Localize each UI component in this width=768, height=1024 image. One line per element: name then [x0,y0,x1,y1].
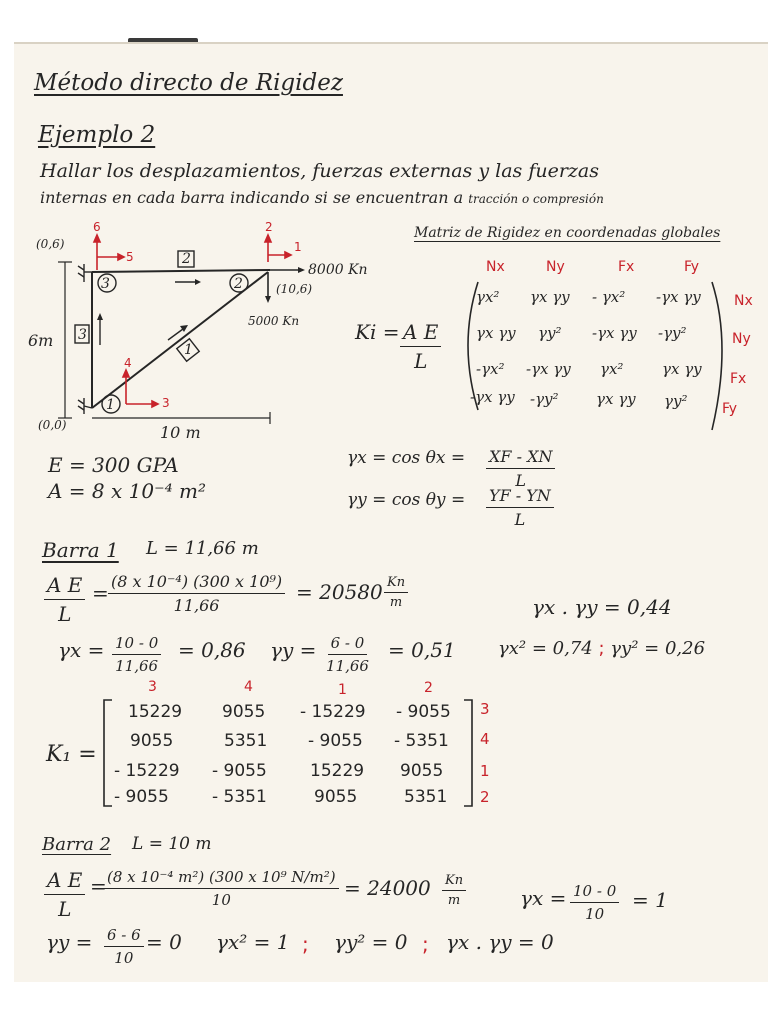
bar1-gy-lhs: γy = [270,638,317,662]
gamma-x-numerator: XF - XN [486,447,555,469]
global-col-ny: Ny [546,259,565,275]
global-row-fy: Fy [722,401,738,417]
height-label: 6m [28,331,54,350]
global-cell-r2c4: -γy² [658,324,687,342]
bar2-ae-unit-den: m [447,893,461,908]
global-cell-r4c4: γy² [664,392,688,410]
bar2-gy-squared: γy² = 0 [334,930,408,954]
global-k-lhs: Ki = [355,320,400,344]
bar2-gy-lhs: γy = [46,930,93,954]
bar-3-label: 3 [78,327,87,343]
cross-section-area: A = 8 x 10⁻⁴ m² [48,479,206,503]
k1-cell-r1c1: 15229 [128,702,183,722]
bar1-gx-squared: γx² = 0,74 [498,638,593,659]
bar2-gy-denominator: 10 [114,949,134,967]
global-cell-r2c3: -γx γy [592,324,637,342]
global-cell-r3c4: γx γy [662,360,702,378]
load-horizontal-label: 8000 Kn [308,262,368,278]
bar1-ae-denominator: 11,66 [173,596,220,615]
k1-cell-r3c3: 15229 [310,761,365,781]
global-cell-r3c3: γx² [600,360,624,378]
global-k-numerator: A E [400,320,441,347]
global-row-nx: Nx [734,293,753,309]
bar2-length: L = 10 m [132,834,212,854]
coord-node-3: (0,6) [36,237,65,251]
global-row-ny: Ny [732,331,751,347]
problem-statement-line1: Hallar los desplazamientos, fuerzas externas y las fuerzas [40,160,599,182]
bar1-gx-value: = 0,86 [178,638,246,662]
bar2-ae-lhs [44,868,85,921]
k1-cell-r2c3: - 9055 [308,731,363,751]
global-cell-r1c2: γx γy [530,288,570,306]
coord-node-1: (0,0) [38,418,67,432]
bar1-squares-separator: ; [598,638,605,659]
gamma-x-lhs: γx = cos θx = [347,448,466,468]
dof-1-label: 1 [294,240,302,254]
k1-col-dof-2: 2 [424,680,433,696]
k1-cell-r2c1: 9055 [130,731,174,751]
global-cell-r2c2: γy² [538,324,562,342]
k1-row-dof-4: 4 [480,730,490,748]
node-3-label: 3 [101,276,110,292]
bar2-gy-fraction [104,926,144,967]
global-row-fx: Fx [730,371,747,387]
k1-cell-r2c2: 5351 [224,731,268,751]
global-cell-r1c4: -γx γy [656,288,701,306]
dof-2-label: 2 [265,220,273,234]
bar1-ae-unit-den: m [389,595,403,610]
bar2-ae-unit-num: Kn [442,873,466,891]
coord-node-2: (10,6) [276,282,313,296]
gamma-y-denominator: L [514,510,526,529]
bar2-gx-numerator: 10 - 0 [570,882,619,903]
node-2-label: 2 [234,276,243,292]
k1-cell-r4c2: - 5351 [212,787,267,807]
k1-cell-r1c3: - 15229 [300,702,366,722]
bar2-heading: Barra 2 [42,834,112,855]
k1-cell-r2c4: - 5351 [394,731,449,751]
gamma-y-numerator: YF - YN [486,486,554,508]
page-title: Método directo de Rigidez [34,70,343,96]
global-cell-r4c3: γx γy [596,390,636,408]
bar1-heading: Barra 1 [42,538,119,562]
bar2-gy-value: = 0 [146,930,182,954]
bar1-gy-denominator: 11,66 [326,657,369,675]
global-cell-r4c1: -γx γy [470,388,515,406]
bar2-gx-squared: γx² = 1 [216,930,290,954]
bar1-gx-denominator: 11,66 [115,657,159,675]
bar1-ae-unit-num: Kn [384,575,408,593]
equals-sign: = [92,581,109,605]
dof-4-label: 4 [124,356,132,370]
bar2-ae-fraction [104,868,339,909]
statement-text: internas en cada barra indicando si se encuentran a [40,188,469,207]
global-cell-r1c3: - γx² [592,288,626,306]
k1-cell-r4c3: 9055 [314,787,358,807]
gamma-y-lhs: γy = cos θy = [347,490,466,510]
bar2-gx-denominator: 10 [585,905,605,923]
k1-col-dof-4: 4 [244,679,253,695]
bar2-separator-2: ; [422,932,429,956]
k1-col-dof-1: 1 [338,682,347,698]
dof-5-label: 5 [126,250,134,264]
bar1-ae-result: = 20580 [296,580,383,604]
node-1-label: 1 [106,397,115,413]
k1-cell-r1c4: - 9055 [396,702,451,722]
k1-cell-r4c4: 5351 [404,787,448,807]
global-col-nx: Nx [486,259,505,275]
global-cell-r4c2: -γy² [530,390,559,408]
bar2-ae-denominator: 10 [211,891,231,909]
gamma-x-denominator: L [515,471,527,490]
bar1-gy-numerator: 6 - 0 [328,634,368,655]
bar2-gx-value: = 1 [632,888,668,912]
bar2-gxgy: γx . γy = 0 [446,930,554,954]
bar2-ae-lhs-num: A E [44,868,85,895]
k1-cell-r3c4: 9055 [400,761,444,781]
dof-3-label: 3 [162,396,170,410]
bar-1-label: 1 [184,342,193,358]
load-vertical-label: 5000 Kn [248,314,300,328]
bar1-length: L = 11,66 m [146,538,259,559]
bar2-gx-lhs: γx = [520,886,567,910]
bar2-gy-numerator: 6 - 6 [104,926,144,947]
equals-sign: = [90,874,107,898]
k1-col-dof-3: 3 [148,679,157,695]
elastic-modulus: E = 300 GPA [48,453,179,477]
dof-6-label: 6 [93,220,101,234]
bar1-ae-lhs-den: L [58,602,72,626]
bar1-gx-numerator: 10 - 0 [112,634,161,655]
bar1-gx-lhs: γx = [58,638,105,662]
bar2-ae-result: = 24000 [344,876,431,900]
bar-2-label: 2 [182,251,191,267]
bar1-ae-numerator: (8 x 10⁻⁴) (300 x 10⁹) [108,572,285,594]
global-matrix-heading: Matriz de Rigidez en coordenadas globales [414,225,721,241]
global-col-fy: Fy [684,259,700,275]
k1-cell-r1c2: 9055 [222,702,266,722]
k1-lhs: K₁ = [46,742,97,767]
bar2-separator-1: ; [302,932,309,956]
width-label: 10 m [160,423,201,442]
k1-row-dof-1: 1 [480,762,490,780]
global-k-denominator: L [414,349,428,373]
global-col-fx: Fx [618,259,635,275]
k1-row-dof-2: 2 [480,788,490,806]
bar2-ae-lhs-den: L [58,897,72,921]
k1-row-dof-3: 3 [480,700,490,718]
bar2-ae-unit [442,873,466,908]
k1-cell-r4c1: - 9055 [114,787,169,807]
bar1-ae-lhs-num: A E [44,573,85,600]
example-heading: Ejemplo 2 [38,122,156,148]
k1-cell-r3c1: - 15229 [114,761,180,781]
bar2-gx-fraction [570,882,619,923]
bar1-gy-squared: γy² = 0,26 [610,638,706,659]
bar1-gy-value: = 0,51 [388,638,456,662]
k1-cell-r3c2: - 9055 [212,761,267,781]
bar2-ae-numerator: (8 x 10⁻⁴ m²) (300 x 10⁹ N/m²) [104,868,339,889]
global-cell-r3c1: -γx² [476,360,505,378]
global-cell-r2c1: γx γy [476,324,516,342]
global-cell-r1c1: γx² [476,288,500,306]
statement-note: tracción o compresión [468,192,604,206]
bar1-gxgy: γx . γy = 0,44 [532,595,672,619]
global-cell-r3c2: -γx γy [526,360,571,378]
